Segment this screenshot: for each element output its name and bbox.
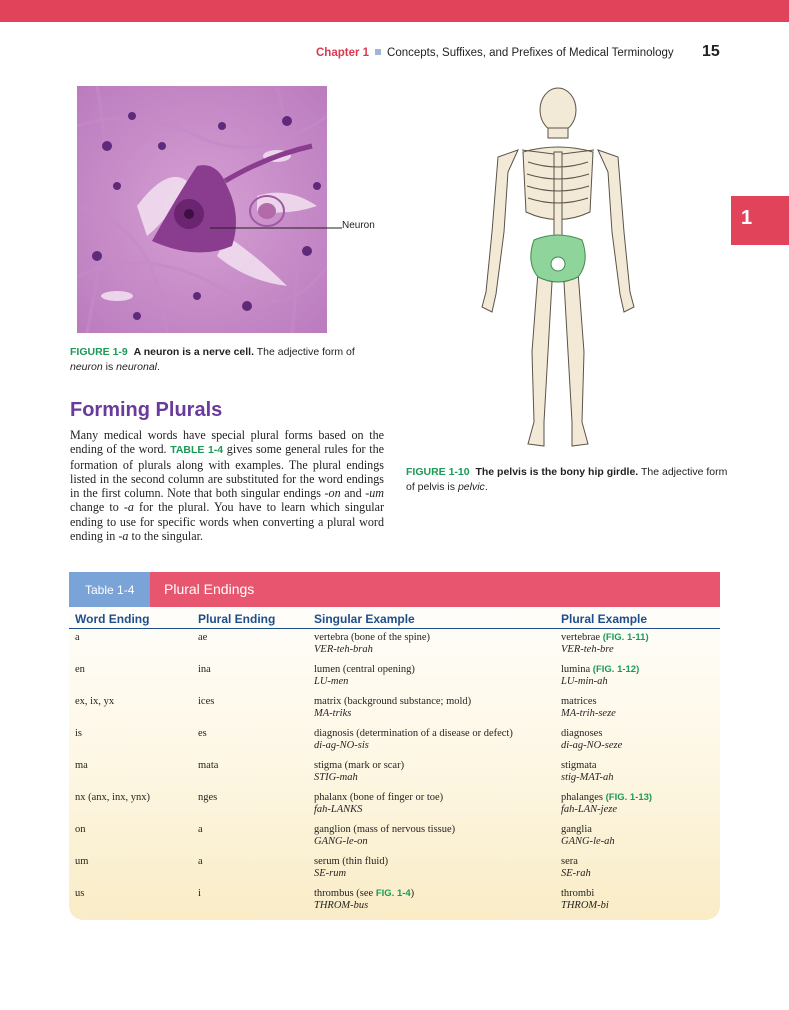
plural-pronunciation: stig-MAT-ah (561, 772, 614, 783)
table-row (69, 888, 720, 920)
figure-1-10-text: The adjective form of pelvis is (406, 466, 728, 493)
figure-1-10-caption (406, 465, 736, 495)
plural-example-cell (561, 888, 609, 912)
plural-example-cell (561, 696, 616, 720)
singular-pronunciation: VER-teh-brah (314, 644, 373, 655)
singular-pronunciation: GANG-le-on (314, 836, 368, 847)
plural-pronunciation: fah-LAN-jeze (561, 804, 617, 815)
figure-1-9-text: . (157, 361, 160, 373)
singular-pronunciation: LU-men (314, 676, 349, 687)
figure-reference-link[interactable]: FIG. 1-4 (375, 888, 411, 899)
plural-pronunciation: VER-teh-bre (561, 644, 614, 655)
figure-1-9-italic: neuronal (116, 361, 158, 373)
singular-pronunciation: fah-LANKS (314, 804, 363, 815)
body-text: for the plural. You have to learn which singular ending to use for specific words when converting a plural word ending in (70, 500, 385, 544)
word-ending-cell: is (75, 728, 83, 739)
neuron-label: Neuron (342, 220, 375, 231)
word-ending-cell: on (75, 824, 86, 835)
table-number: Table 1-4 (85, 583, 135, 597)
body-text: and (344, 486, 362, 501)
chapter-tab (731, 196, 789, 245)
figure-1-10-bold: The pelvis is the bony hip girdle. (475, 466, 639, 478)
plural-example-cell (561, 856, 591, 880)
plural-pronunciation: THROM-bi (561, 900, 609, 911)
singular-example-cell (314, 856, 388, 880)
chapter-tab-number: 1 (741, 207, 753, 229)
plural-pronunciation: MA-trih-seze (561, 708, 616, 719)
table-title: Plural Endings (164, 581, 255, 597)
plural-example-cell (561, 760, 614, 784)
figure-1-10-text: . (484, 481, 488, 493)
plural-word: phalanges (561, 792, 603, 803)
separator-square-icon (375, 49, 381, 55)
plural-word: thrombi (561, 888, 595, 899)
section-heading: Forming Plurals (70, 399, 223, 421)
body-italic: -a (123, 500, 134, 515)
table-reference-link[interactable]: TABLE 1-4 (170, 444, 224, 457)
singular-example-cell (314, 760, 404, 784)
word-ending-cell: a (75, 632, 80, 643)
singular-word: lumen (central opening) (314, 664, 415, 675)
plural-pronunciation: GANG-le-ah (561, 836, 615, 847)
table-header-bar (69, 572, 720, 607)
word-ending-cell: ex, ix, yx (75, 696, 115, 707)
plural-example-cell (561, 824, 615, 848)
word-ending-cell: us (75, 888, 85, 899)
plural-ending-cell: mata (198, 760, 219, 771)
singular-word: diagnosis (determination of a disease or defect) (314, 728, 513, 739)
table-row (69, 760, 720, 792)
body-paragraph (70, 428, 384, 543)
plural-ending-cell: a (198, 856, 203, 867)
body-italic: -a (118, 529, 129, 544)
singular-pronunciation: MA-triks (314, 708, 352, 719)
plural-word: stigmata (561, 760, 597, 771)
singular-example-cell (314, 664, 415, 688)
body-italic: -um (365, 486, 385, 501)
figure-reference-link[interactable]: (FIG. 1-12) (592, 664, 640, 675)
plural-example-cell (561, 792, 652, 816)
table-row (69, 696, 720, 728)
column-header-plural-example: Plural Example (561, 612, 648, 626)
column-header-plural-ending: Plural Ending (198, 612, 276, 626)
top-color-bar (0, 0, 789, 22)
singular-example-cell (314, 792, 443, 816)
plural-ending-cell: ina (198, 664, 211, 675)
singular-word: matrix (background substance; mold) (314, 696, 472, 707)
table-number-box (69, 572, 150, 607)
figure-1-9-text: The adjective form of (256, 346, 355, 358)
word-ending-cell: en (75, 664, 85, 675)
plural-pronunciation: di-ag-NO-seze (561, 740, 623, 751)
figure-1-9-bold: A neuron is a nerve cell. (133, 346, 255, 358)
page-number: 15 (702, 43, 720, 60)
neuron-leader-line (210, 224, 342, 232)
plural-pronunciation: SE-rah (561, 868, 591, 879)
table-row (69, 856, 720, 888)
plural-ending-cell: ae (198, 632, 208, 643)
word-ending-cell: nx (anx, inx, ynx) (75, 792, 150, 803)
singular-word: ganglion (mass of nervous tissue) (314, 824, 456, 835)
table-row (69, 728, 720, 760)
table-row (69, 792, 720, 824)
body-text: gives some general rules for the formation of plurals along with examples. The plural endings listed in the second column are substituted for the word endings in the first column. Note that both singular endings (70, 442, 384, 501)
figure-reference-link[interactable]: (FIG. 1-13) (605, 792, 653, 803)
figure-1-9-caption (70, 345, 370, 375)
plural-example-cell (561, 632, 649, 656)
running-header (316, 47, 674, 59)
neuron-micrograph (77, 86, 327, 333)
singular-example-cell (314, 696, 471, 720)
singular-example-cell (314, 632, 430, 656)
singular-example-cell (314, 728, 513, 752)
plural-ending-cell: es (198, 728, 207, 739)
word-ending-cell: um (75, 856, 89, 867)
plural-ending-cell: a (198, 824, 203, 835)
plural-endings-table (69, 572, 720, 920)
header-rule (69, 628, 720, 629)
figure-reference-link[interactable]: (FIG. 1-11) (602, 632, 649, 643)
plural-word: lumina (561, 664, 591, 675)
skeleton-illustration (478, 82, 638, 458)
figure-1-9-text: is (105, 361, 114, 373)
singular-pronunciation: di-ag-NO-sis (314, 740, 369, 751)
plural-word: matrices (561, 696, 597, 707)
singular-example-cell (314, 888, 414, 912)
singular-word: serum (thin fluid) (314, 856, 389, 867)
plural-ending-cell: i (198, 888, 201, 899)
column-header-singular-example: Singular Example (314, 612, 415, 626)
body-italic: -on (324, 486, 341, 501)
plural-example-cell (561, 664, 639, 688)
plural-ending-cell: ices (198, 696, 215, 707)
table-row (69, 632, 720, 664)
body-text: to the singular. (131, 529, 204, 544)
plural-word: diagnoses (561, 728, 603, 739)
singular-example-cell (314, 824, 455, 848)
figure-1-9-italic: neuron (70, 361, 103, 373)
plural-word: sera (561, 856, 578, 867)
singular-pronunciation: SE-rum (314, 868, 347, 879)
plural-example-cell (561, 728, 622, 752)
chapter-label: Chapter 1 (316, 47, 370, 59)
column-header-word-ending: Word Ending (75, 612, 150, 626)
singular-word: phalanx (bone of finger or toe) (314, 792, 444, 803)
singular-pronunciation: THROM-bus (314, 900, 369, 911)
singular-word: stigma (mark or scar) (314, 760, 405, 771)
chapter-title: Concepts, Suffixes, and Prefixes of Medical Terminology (387, 47, 674, 59)
word-ending-cell: ma (75, 760, 88, 771)
plural-pronunciation: LU-min-ah (561, 676, 608, 687)
figure-1-10-tag: FIGURE 1-10 (406, 466, 470, 478)
singular-word: vertebra (bone of the spine) (314, 632, 431, 643)
table-row (69, 664, 720, 696)
figure-1-9-tag: FIGURE 1-9 (70, 346, 128, 358)
singular-word: thrombus (see (314, 888, 374, 899)
plural-word: vertebrae (561, 632, 601, 643)
plural-word: ganglia (561, 824, 592, 835)
body-text: change to (70, 500, 119, 515)
body-text: Many medical words have special plural forms based on the ending of the word. (70, 428, 384, 457)
singular-pronunciation: STIG-mah (314, 772, 358, 783)
plural-ending-cell: nges (198, 792, 218, 803)
table-row (69, 824, 720, 856)
singular-word-closing: ) (410, 888, 415, 899)
figure-1-10-italic: pelvic (457, 481, 485, 493)
